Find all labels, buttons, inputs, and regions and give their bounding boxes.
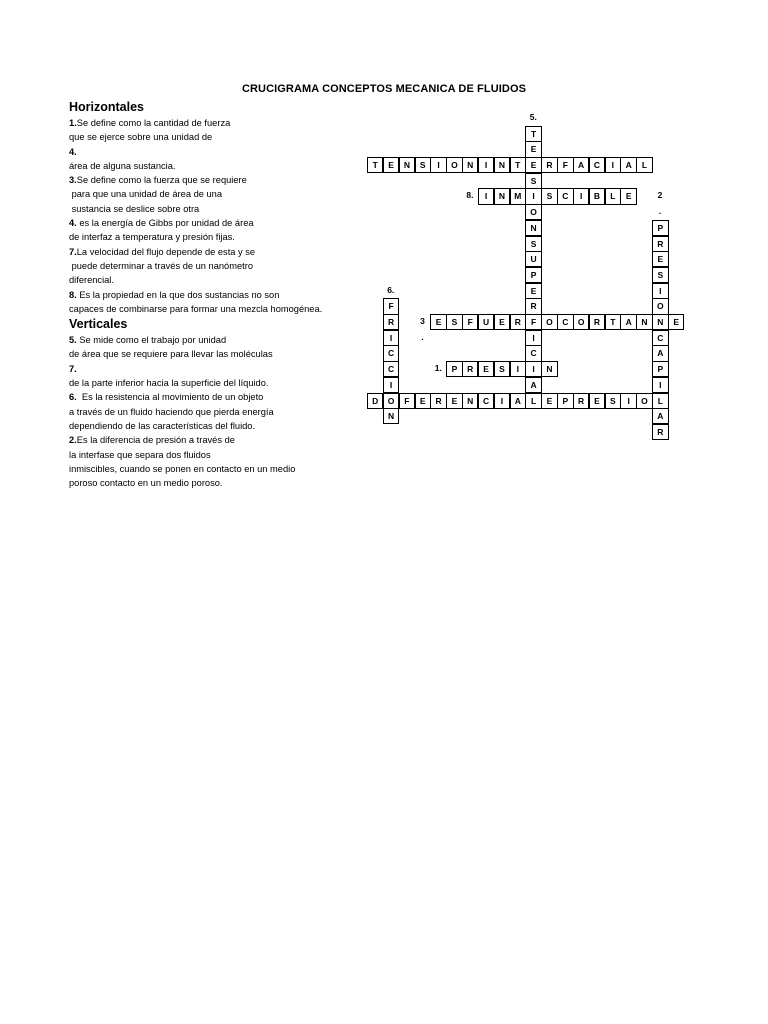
clue-text: poroso contacto en un medio poroso.	[69, 478, 223, 489]
crossword-cell[interactable]: F	[557, 157, 573, 173]
crossword-cell[interactable]: P	[557, 393, 573, 409]
crossword-cell[interactable]: I	[383, 377, 399, 393]
crossword-cell[interactable]: T	[367, 157, 383, 173]
crossword-cell[interactable]: E	[589, 393, 605, 409]
clue-text: Es la diferencia de presión a través de	[76, 435, 235, 446]
crossword-clue-number: 3	[420, 316, 425, 326]
crossword-cell[interactable]: P	[525, 267, 541, 283]
crossword-cell[interactable]: C	[525, 345, 541, 361]
crossword-cell[interactable]: N	[494, 157, 510, 173]
crossword-cell[interactable]: S	[525, 173, 541, 189]
crossword-cell[interactable]: L	[605, 188, 621, 204]
crossword-cell[interactable]: R	[589, 314, 605, 330]
crossword-cell[interactable]: S	[652, 267, 668, 283]
clue-text: de la parte inferior hacia la superficie del líquido.	[69, 378, 269, 389]
crossword-cell[interactable]: E	[415, 393, 431, 409]
crossword-cell[interactable]: I	[525, 361, 541, 377]
clue-text: Se define como la fuerza que se requiere	[76, 175, 247, 186]
crossword-cell[interactable]: O	[446, 157, 462, 173]
crossword-cell[interactable]: C	[557, 314, 573, 330]
crossword-clue-number: 2	[657, 190, 663, 201]
clue-line	[69, 405, 369, 419]
crossword-cell[interactable]: A	[652, 345, 668, 361]
clue-line	[69, 333, 369, 347]
crossword-cell[interactable]: L	[636, 157, 652, 173]
crossword-cell[interactable]: O	[573, 314, 589, 330]
crossword-cell[interactable]: E	[541, 393, 557, 409]
clue-line	[69, 288, 369, 302]
verticales-heading: Verticales	[69, 317, 128, 332]
crossword-cell[interactable]: N	[636, 314, 652, 330]
clue-number: 7.	[69, 246, 77, 257]
crossword-cell[interactable]: I	[652, 283, 668, 299]
crossword-cell[interactable]: E	[652, 251, 668, 267]
crossword-cell[interactable]: E	[430, 314, 446, 330]
crossword-cell[interactable]: I	[620, 393, 636, 409]
crossword-cell[interactable]: M	[510, 188, 526, 204]
crossword-cell[interactable]: R	[510, 314, 526, 330]
crossword-cell[interactable]: O	[383, 393, 399, 409]
crossword-cell[interactable]: R	[462, 361, 478, 377]
crossword-cell[interactable]: I	[605, 157, 621, 173]
clue-text: dependiendo de las características del fluido.	[69, 420, 256, 431]
clue-line	[69, 376, 369, 390]
clue-text: que se ejerce sobre una unidad de	[69, 132, 213, 143]
crossword-cell[interactable]: F	[525, 314, 541, 330]
crossword-cell[interactable]: C	[383, 345, 399, 361]
crossword-cell[interactable]: I	[510, 361, 526, 377]
crossword-cell[interactable]: S	[525, 236, 541, 252]
clue-line	[69, 419, 369, 433]
clue-text: puede determinar a través de un nanómetro	[69, 260, 253, 271]
crossword-cell[interactable]: C	[589, 157, 605, 173]
crossword-cell[interactable]: A	[573, 157, 589, 173]
crossword-cell[interactable]: C	[383, 361, 399, 377]
crossword-cell[interactable]: E	[620, 188, 636, 204]
crossword-cell[interactable]: A	[652, 408, 668, 424]
clue-line	[69, 159, 369, 173]
clue-text: de interfaz a temperatura y presión fijas.	[69, 232, 235, 243]
crossword-cell[interactable]: I	[573, 188, 589, 204]
crossword-cell[interactable]: O	[652, 298, 668, 314]
clue-line	[69, 347, 369, 361]
crossword-cell[interactable]: I	[430, 157, 446, 173]
clue-text: capaces de combinarse para formar una mezcla homogénea.	[69, 303, 323, 314]
clue-line	[69, 216, 369, 230]
clue-line	[69, 362, 369, 376]
crossword-cell[interactable]: R	[541, 157, 557, 173]
clue-text: inmiscibles, cuando se ponen en contacto en un medio	[69, 463, 296, 474]
crossword-clue-number: 1.	[434, 363, 442, 374]
clue-number: 5.	[69, 335, 77, 346]
clue-line	[69, 259, 369, 273]
clue-number: 7.	[69, 363, 77, 374]
crossword-cell[interactable]: I	[525, 330, 541, 346]
clue-number: 8.	[69, 289, 77, 300]
crossword-cell[interactable]: S	[446, 314, 462, 330]
crossword-cell[interactable]: P	[446, 361, 462, 377]
clue-line	[69, 245, 369, 259]
crossword-cell[interactable]: P	[652, 220, 668, 236]
clue-line	[69, 462, 369, 476]
clue-text: para que una unidad de área de una	[69, 189, 223, 200]
crossword-cell[interactable]: N	[541, 361, 557, 377]
crossword-cell[interactable]: N	[462, 157, 478, 173]
crossword-cell[interactable]: I	[478, 188, 494, 204]
crossword-cell[interactable]: E	[446, 393, 462, 409]
clue-number: 1.	[69, 118, 77, 128]
crossword-cell[interactable]: U	[525, 251, 541, 267]
crossword-cell[interactable]: O	[525, 204, 541, 220]
clue-line	[69, 448, 369, 462]
crossword-cell[interactable]: F	[383, 298, 399, 314]
crossword-cell[interactable]: T	[525, 126, 541, 142]
crossword-cell[interactable]: R	[525, 298, 541, 314]
crossword-cell[interactable]: R	[652, 424, 668, 440]
clue-line	[69, 202, 369, 216]
crossword-cell[interactable]: N	[383, 408, 399, 424]
clue-text: área de alguna sustancia.	[69, 160, 176, 171]
crossword-cell[interactable]: I	[525, 188, 541, 204]
clue-number: 2.	[69, 435, 77, 446]
crossword-cell[interactable]: S	[605, 393, 621, 409]
crossword-clue-number: 8.	[466, 190, 474, 201]
crossword-cell[interactable]: B	[589, 188, 605, 204]
crossword-cell[interactable]: A	[510, 393, 526, 409]
crossword-cell[interactable]: N	[462, 393, 478, 409]
crossword-clue-number: .	[421, 331, 424, 342]
clue-text: de área que se requiere para llevar las moléculas	[69, 349, 273, 360]
crossword-cell[interactable]: R	[383, 314, 399, 330]
clue-text: la interfase que separa dos fluidos	[69, 449, 211, 460]
clue-line	[69, 302, 369, 316]
crossword-cell[interactable]: U	[478, 314, 494, 330]
crossword-cell[interactable]: P	[652, 361, 668, 377]
clue-text: La velocidad del flujo depende de esta y se	[76, 246, 256, 257]
clue-number: 6.	[69, 392, 77, 403]
clue-number: 4.	[69, 218, 77, 229]
clue-text: diferencial.	[69, 275, 114, 286]
crossword-cell[interactable]: I	[494, 393, 510, 409]
clue-text: Es la propiedad en la que dos sustancias no son	[76, 289, 280, 300]
clue-number: 4.	[69, 146, 77, 157]
clue-number: 3.	[69, 175, 77, 186]
crossword-cell[interactable]: E	[478, 361, 494, 377]
clue-line	[69, 390, 369, 404]
crossword-cell[interactable]: I	[478, 157, 494, 173]
clue-text: a través de un fluido haciendo que pierda energía	[69, 406, 274, 417]
clue-line	[69, 187, 369, 201]
crossword-clue-number: 5.	[529, 111, 537, 122]
crossword-cell[interactable]: R	[430, 393, 446, 409]
clue-line	[69, 173, 369, 187]
clue-line	[69, 116, 369, 130]
crossword-cell[interactable]: A	[620, 157, 636, 173]
crossword-cell[interactable]: E	[525, 157, 541, 173]
clue-text: sustancia se deslice sobre otra	[69, 203, 200, 214]
clue-line	[69, 273, 369, 287]
crossword-cell[interactable]: C	[652, 330, 668, 346]
crossword-cell[interactable]: N	[525, 220, 541, 236]
crossword-cell[interactable]: I	[383, 330, 399, 346]
crossword-cell[interactable]: O	[636, 393, 652, 409]
crossword-cell[interactable]: D	[367, 393, 383, 409]
crossword-cell[interactable]: A	[620, 314, 636, 330]
crossword-cell[interactable]: L	[525, 393, 541, 409]
crossword-cell[interactable]: R	[652, 236, 668, 252]
crossword-cell[interactable]: C	[478, 393, 494, 409]
crossword-cell[interactable]: N	[399, 157, 415, 173]
clues-panel	[69, 99, 369, 490]
crossword-cell[interactable]: N	[652, 314, 668, 330]
clue-text: Es la resistencia al movimiento de un objeto	[76, 392, 264, 403]
clue-text: Se mide como el trabajo por unidad	[76, 335, 227, 346]
crossword-cell[interactable]: S	[494, 361, 510, 377]
clue-text: es la energía de Gibbs por unidad de área	[76, 218, 254, 229]
crossword-cell[interactable]: E	[668, 314, 684, 330]
crossword-cell[interactable]: C	[557, 188, 573, 204]
crossword-cell[interactable]: E	[383, 157, 399, 173]
crossword-cell[interactable]: E	[525, 283, 541, 299]
crossword-cell[interactable]: T	[510, 157, 526, 173]
crossword-cell[interactable]: E	[525, 141, 541, 157]
crossword-cell[interactable]: A	[525, 377, 541, 393]
crossword-cell[interactable]: L	[652, 393, 668, 409]
crossword-cell[interactable]: F	[399, 393, 415, 409]
crossword-cell[interactable]: R	[573, 393, 589, 409]
crossword-cell[interactable]: T	[605, 314, 621, 330]
clue-line	[69, 230, 369, 244]
clue-line	[69, 130, 369, 144]
crossword-clue-number: .	[658, 206, 662, 217]
crossword-cell[interactable]: E	[494, 314, 510, 330]
crossword-cell[interactable]: O	[541, 314, 557, 330]
crossword-cell[interactable]: S	[541, 188, 557, 204]
crossword-cell[interactable]: S	[415, 157, 431, 173]
crossword-cell[interactable]: N	[494, 188, 510, 204]
horizontales-list	[69, 116, 369, 316]
clue-line	[69, 476, 369, 490]
crossword-cell[interactable]: I	[652, 377, 668, 393]
verticales-list	[69, 333, 369, 490]
horizontales-heading: Horizontales	[69, 100, 145, 114]
clue-text: Se define como la cantidad de fuerza	[76, 118, 231, 128]
clue-line	[69, 145, 369, 159]
page-title: CRUCIGRAMA CONCEPTOS MECANICA DE FLUIDOS	[241, 83, 527, 95]
crossword-clue-number: 6.	[387, 284, 395, 295]
clue-line	[69, 433, 369, 447]
crossword-cell[interactable]: F	[462, 314, 478, 330]
